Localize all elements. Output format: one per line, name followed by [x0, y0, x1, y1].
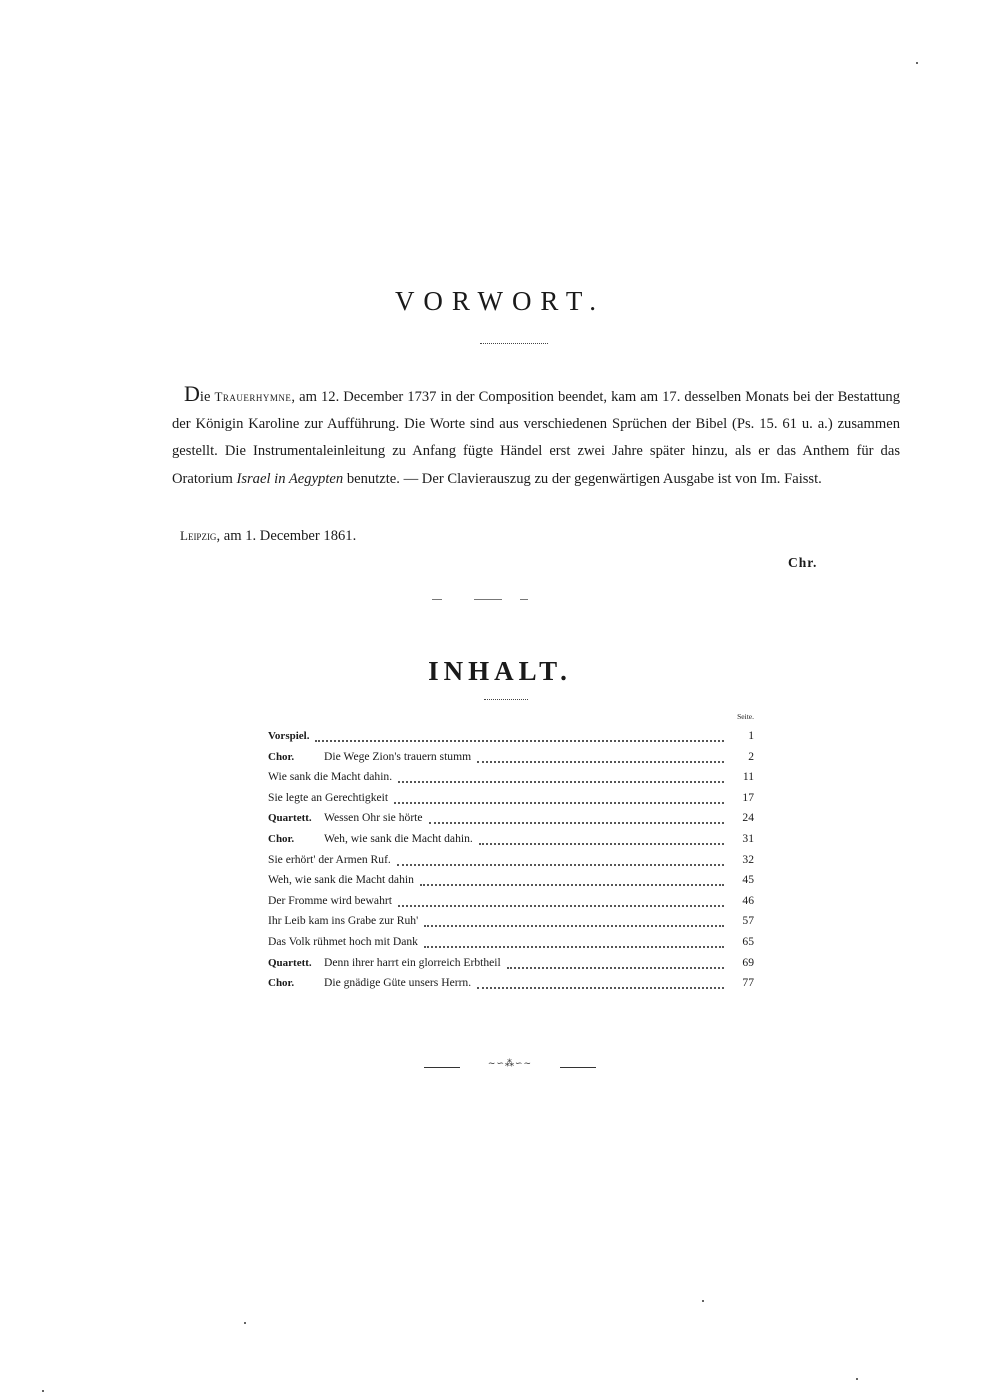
paragraph-body-2: benutzte. — Der Clavierauszug zu der gegenwärtigen Ausgabe ist von Im. Faisst.	[343, 470, 822, 487]
toc-leader	[424, 925, 724, 927]
section-separator	[520, 599, 528, 600]
toc-page-number: 31	[742, 832, 754, 845]
paragraph-body-1: , am 12. December 1737 in der Composition beendet, kam am 17. desselben Monats bei der Bestattung der Königin Karoline zur Aufführung. Die Worte sind aus verschiedenen Sprüchen der Bibel (Ps. 15. 61 u. a.) zusammen gestellt. Die Instrumentaleinleitung zu Anfang fügte Händel erst zwei Jahre später hinzu, als er das Anthem für das Oratorium	[172, 389, 900, 487]
toc-entry	[268, 932, 754, 952]
toc-title: Sie legte an Gerechtigkeit	[268, 790, 389, 804]
toc-category: Chor.	[268, 750, 295, 763]
toc-title: Denn ihrer harrt ein glorreich Erbtheil	[324, 955, 501, 969]
section-separator	[474, 599, 502, 600]
signature: Chr.	[788, 555, 818, 570]
place: Leipzig	[180, 528, 217, 543]
toc-leader	[394, 802, 724, 804]
toc-leader	[507, 967, 724, 969]
vorwort-paragraph	[172, 380, 900, 493]
toc-leader	[477, 987, 724, 989]
toc-title: Wessen Ohr sie hörte	[324, 811, 423, 825]
toc-leader	[397, 864, 724, 866]
toc-page-number: 57	[742, 914, 754, 928]
vorwort-divider	[480, 343, 548, 344]
toc-page-number: 46	[742, 893, 754, 907]
toc-leader	[424, 946, 724, 948]
toc-page-number: 11	[742, 770, 754, 784]
toc-title: Weh, wie sank die Macht dahin.	[324, 832, 473, 845]
toc-entry	[268, 973, 754, 993]
toc-page-number: 32	[742, 852, 754, 866]
toc-entry	[268, 911, 754, 931]
toc-entry	[268, 953, 754, 973]
toc-entry	[268, 788, 754, 808]
toc-category: Quartett.	[268, 956, 312, 969]
toc-entry	[268, 808, 754, 828]
toc-page-number: 65	[742, 935, 754, 948]
toc-entry	[268, 747, 754, 767]
inhalt-divider	[484, 699, 528, 700]
section-separator	[432, 599, 442, 600]
paragraph-lead: ie	[199, 389, 215, 405]
toc-entry	[268, 891, 754, 911]
toc-leader	[477, 761, 724, 763]
toc-title: Der Fromme wird bewahrt	[268, 893, 392, 907]
toc-leader	[420, 884, 724, 886]
paper-speck	[856, 1378, 858, 1380]
toc-page-number: 24	[742, 811, 754, 825]
toc-title: Wie sank die Macht dahin.	[268, 770, 393, 784]
toc-page-number: 45	[742, 873, 754, 887]
toc-entry	[268, 870, 754, 890]
toc-title: Vorspiel.	[268, 730, 310, 742]
toc-category: Chor.	[268, 833, 295, 845]
end-ornament	[424, 1059, 596, 1073]
toc-entry	[268, 767, 754, 787]
toc-entry	[268, 829, 754, 849]
flourish-icon: ~∽⁂∽~	[487, 1059, 533, 1069]
oratorio-title: Israel in Aegypten	[236, 470, 344, 487]
toc-title: Sie erhört' der Armen Ruf.	[268, 852, 391, 866]
toc-page-number: 1	[748, 729, 754, 742]
paper-speck	[702, 1300, 704, 1302]
paper-speck	[42, 1390, 44, 1392]
toc-leader	[398, 781, 724, 783]
toc-title: Weh, wie sank die Macht dahin	[268, 873, 414, 887]
date: , am 1. December 1861.	[216, 528, 357, 544]
paper-speck	[916, 62, 918, 64]
toc-title: Ihr Leib kam ins Grabe zur Ruh'	[268, 914, 419, 928]
toc-page-number: 69	[742, 955, 754, 969]
vorwort-heading: VORWORT.	[394, 286, 606, 316]
place-date	[180, 528, 356, 545]
toc-page-number: 77	[742, 976, 754, 990]
toc-category: Quartett.	[268, 812, 312, 825]
paper-speck	[244, 1322, 246, 1324]
toc-category: Chor.	[268, 977, 295, 990]
toc-entry	[268, 850, 754, 870]
toc-title: Die Wege Zion's trauern stumm	[324, 749, 472, 763]
toc-page-number: 17	[742, 790, 754, 804]
toc-page-number: 2	[748, 749, 754, 763]
toc-leader	[479, 843, 724, 845]
toc-leader	[315, 740, 724, 742]
toc-leader	[429, 822, 724, 824]
toc-title: Das Volk rühmet hoch mit Dank	[268, 935, 418, 948]
toc-title: Die gnädige Güte unsers Herrn.	[324, 976, 472, 990]
toc-entry	[268, 726, 754, 746]
drop-cap: D	[184, 381, 200, 406]
toc-leader	[398, 905, 724, 907]
page-column-label: Seite.	[737, 712, 754, 721]
inhalt-heading: INHALT.	[428, 656, 572, 686]
work-title: Trauerhymne	[214, 389, 292, 404]
